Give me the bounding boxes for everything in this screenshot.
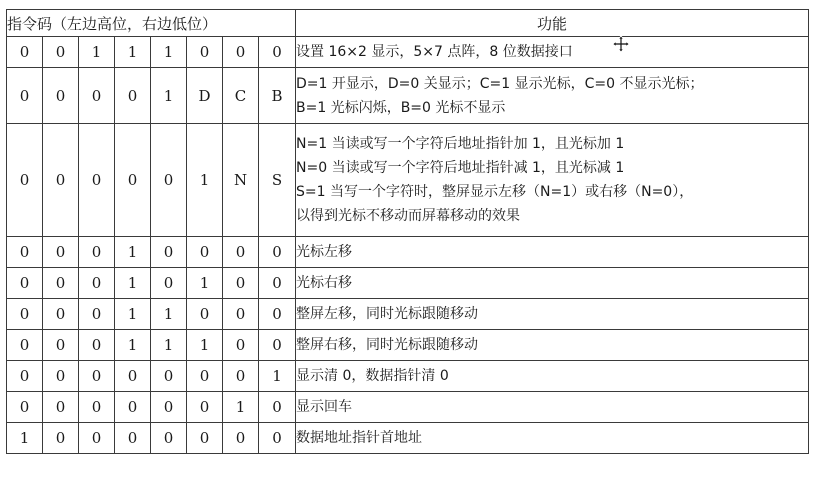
function-line: 光标左移 xyxy=(296,244,353,260)
bit-cell: 0 xyxy=(187,299,223,330)
bit-cell: 0 xyxy=(151,124,187,237)
bit-cell: S xyxy=(259,124,296,237)
table-row xyxy=(7,330,809,361)
bit-cell: 1 xyxy=(151,330,187,361)
bit-cell: 0 xyxy=(43,299,79,330)
bit-cell: 0 xyxy=(7,392,43,423)
bit-cell: 0 xyxy=(151,423,187,454)
bit-cell: 0 xyxy=(223,299,259,330)
function-line: N=0 当读或写一个字符后地址指针减 1，且光标减 1 xyxy=(296,160,625,176)
table-row xyxy=(7,37,809,68)
bit-cell: 0 xyxy=(43,423,79,454)
bit-cell: 1 xyxy=(7,423,43,454)
bit-cell: 0 xyxy=(259,268,296,299)
bit-cell: 0 xyxy=(43,361,79,392)
bit-cell: 0 xyxy=(79,124,115,237)
function-line: 显示清 0，数据指针清 0 xyxy=(296,368,449,384)
bit-cell: 0 xyxy=(115,423,151,454)
function-cell xyxy=(296,37,809,68)
bit-cell: 0 xyxy=(43,237,79,268)
function-line: 整屏右移，同时光标跟随移动 xyxy=(296,337,479,353)
function-line: D=1 开显示，D=0 关显示；C=1 显示光标，C=0 不显示光标； xyxy=(296,75,704,92)
bit-cell: 0 xyxy=(7,68,43,124)
bit-cell: 0 xyxy=(79,361,115,392)
bit-cell: 0 xyxy=(79,423,115,454)
bit-cell: 0 xyxy=(259,392,296,423)
bit-cell: 1 xyxy=(259,361,296,392)
bit-cell: 0 xyxy=(223,37,259,68)
bit-cell: 0 xyxy=(7,361,43,392)
header-code: 指令码（左边高位，右边低位） xyxy=(7,10,296,37)
bit-cell: 0 xyxy=(7,37,43,68)
function-line: N=1 当读或写一个字符后地址指针加 1，且光标加 1 xyxy=(296,136,625,152)
bit-cell: 1 xyxy=(223,392,259,423)
bit-cell: 0 xyxy=(7,299,43,330)
bit-cell: 0 xyxy=(79,299,115,330)
bit-cell: 1 xyxy=(187,330,223,361)
bit-cell: 0 xyxy=(259,37,296,68)
table-row xyxy=(7,237,809,268)
bit-cell: 0 xyxy=(151,268,187,299)
bit-cell: 0 xyxy=(7,330,43,361)
function-cell xyxy=(296,299,809,330)
bit-cell: 0 xyxy=(43,330,79,361)
bit-cell: 0 xyxy=(43,392,79,423)
table-row xyxy=(7,392,809,423)
header-row xyxy=(7,10,809,37)
bit-cell: 1 xyxy=(115,330,151,361)
bit-cell: 1 xyxy=(115,37,151,68)
bit-cell: 0 xyxy=(115,124,151,237)
function-line: 设置 16×2 显示，5×7 点阵，8 位数据接口 xyxy=(296,44,573,60)
bit-cell: 0 xyxy=(79,68,115,124)
bit-cell: C xyxy=(223,68,259,124)
function-cell xyxy=(296,68,809,124)
function-cell xyxy=(296,423,809,454)
bit-cell: 0 xyxy=(187,361,223,392)
bit-cell: 0 xyxy=(187,392,223,423)
bit-cell: 0 xyxy=(223,330,259,361)
function-line: 以得到光标不移动而屏幕移动的效果 xyxy=(296,208,521,224)
function-cell xyxy=(296,237,809,268)
table-row xyxy=(7,68,809,124)
table-row xyxy=(7,124,809,237)
bit-cell: 1 xyxy=(115,237,151,268)
bit-cell: 0 xyxy=(79,237,115,268)
bit-cell: 1 xyxy=(151,68,187,124)
bit-cell: 0 xyxy=(79,268,115,299)
function-cell xyxy=(296,124,809,237)
function-line: 整屏左移，同时光标跟随移动 xyxy=(296,306,479,322)
bit-cell: 1 xyxy=(187,268,223,299)
bit-cell: 0 xyxy=(115,68,151,124)
table-row xyxy=(7,299,809,330)
function-cell xyxy=(296,330,809,361)
function-line: 光标右移 xyxy=(296,275,353,291)
bit-cell: 0 xyxy=(151,361,187,392)
bit-cell: 0 xyxy=(7,237,43,268)
bit-cell: 0 xyxy=(151,237,187,268)
bit-cell: 0 xyxy=(79,330,115,361)
bit-cell: 0 xyxy=(115,361,151,392)
function-line: 数据地址指针首地址 xyxy=(296,430,423,446)
bit-cell: 1 xyxy=(151,299,187,330)
move-cursor-icon xyxy=(613,36,629,52)
header-function: 功能 xyxy=(296,10,809,37)
table-row xyxy=(7,423,809,454)
bit-cell: B xyxy=(259,68,296,124)
table-row xyxy=(7,361,809,392)
bit-cell: 0 xyxy=(223,361,259,392)
bit-cell: 0 xyxy=(115,392,151,423)
function-cell xyxy=(296,268,809,299)
command-table xyxy=(6,9,809,454)
bit-cell: 1 xyxy=(115,299,151,330)
bit-cell: 0 xyxy=(259,423,296,454)
bit-cell: 0 xyxy=(43,37,79,68)
bit-cell: 0 xyxy=(259,330,296,361)
table-row xyxy=(7,268,809,299)
bit-cell: 0 xyxy=(223,268,259,299)
bit-cell: 1 xyxy=(79,37,115,68)
bit-cell: 0 xyxy=(223,237,259,268)
bit-cell: 0 xyxy=(187,237,223,268)
bit-cell: 0 xyxy=(7,268,43,299)
bit-cell: 1 xyxy=(187,124,223,237)
bit-cell: 0 xyxy=(223,423,259,454)
bit-cell: D xyxy=(187,68,223,124)
function-line: S=1 当写一个字符时，整屏显示左移（N=1）或右移（N=0）， xyxy=(296,184,694,200)
bit-cell: 0 xyxy=(187,37,223,68)
bit-cell: 0 xyxy=(79,392,115,423)
bit-cell: 0 xyxy=(7,124,43,237)
bit-cell: 0 xyxy=(43,124,79,237)
bit-cell: 1 xyxy=(115,268,151,299)
bit-cell: 0 xyxy=(151,392,187,423)
bit-cell: 0 xyxy=(43,68,79,124)
function-line: B=1 光标闪烁，B=0 光标不显示 xyxy=(296,99,506,116)
function-cell xyxy=(296,392,809,423)
bit-cell: 0 xyxy=(187,423,223,454)
function-cell xyxy=(296,361,809,392)
bit-cell: 1 xyxy=(151,37,187,68)
bit-cell: N xyxy=(223,124,259,237)
bit-cell: 0 xyxy=(259,299,296,330)
bit-cell: 0 xyxy=(43,268,79,299)
bit-cell: 0 xyxy=(259,237,296,268)
function-line: 显示回车 xyxy=(296,399,353,415)
